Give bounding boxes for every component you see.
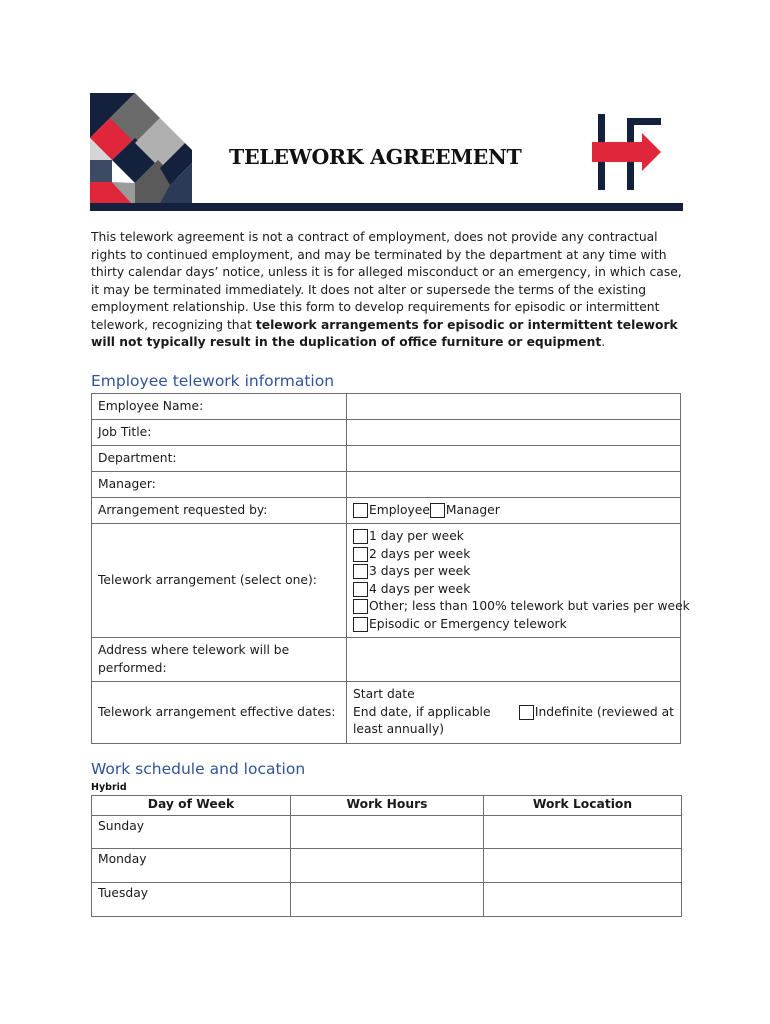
dates-label: Telework arrangement effective dates: — [92, 682, 347, 744]
employee-info-table — [91, 393, 690, 744]
table-row — [92, 816, 682, 849]
arrangement-checkbox[interactable] — [353, 564, 368, 579]
hf-arrow-logo-icon — [592, 114, 664, 190]
table-row — [92, 883, 682, 917]
arrangement-label: Telework arrangement (select one): — [92, 524, 347, 638]
photo-mosaic-icon — [90, 93, 192, 207]
hours-cell[interactable] — [291, 816, 484, 849]
employee-info-heading: Employee telework information — [91, 372, 335, 390]
column-header-day: Day of Week — [92, 796, 291, 816]
location-cell[interactable] — [484, 849, 682, 883]
arrangement-option-label: Episodic or Emergency telework — [369, 616, 567, 631]
day-cell: Tuesday — [92, 883, 291, 917]
table-row — [92, 524, 681, 638]
table-row — [92, 849, 682, 883]
dates-field — [347, 682, 681, 744]
location-cell[interactable] — [484, 883, 682, 917]
department-label: Department: — [92, 446, 347, 472]
table-row — [92, 638, 681, 682]
column-header-location: Work Location — [484, 796, 682, 816]
job-title-field[interactable] — [347, 420, 681, 446]
table-row — [92, 472, 681, 498]
indefinite-label: Indefinite (reviewed at — [534, 704, 674, 719]
manager-field[interactable] — [347, 472, 681, 498]
employee-checkbox[interactable] — [353, 503, 368, 518]
table-row — [92, 498, 681, 524]
address-field[interactable] — [347, 638, 681, 682]
arrangement-option-label: 4 days per week — [369, 581, 471, 596]
arrangement-options — [347, 524, 690, 638]
hours-cell[interactable] — [291, 883, 484, 917]
location-cell[interactable] — [484, 816, 682, 849]
arrangement-option-label: 1 day per week — [369, 529, 464, 543]
schedule-table — [91, 795, 682, 917]
arrangement-checkbox[interactable] — [353, 547, 368, 562]
manager-checkbox[interactable] — [430, 503, 445, 518]
arrangement-option-label: 3 days per week — [369, 564, 471, 578]
table-row — [92, 394, 681, 420]
day-cell: Monday — [92, 849, 291, 883]
end-date-label[interactable]: End date, if applicable — [353, 704, 491, 719]
employee-name-field[interactable] — [347, 394, 681, 420]
table-header-row — [92, 796, 682, 816]
intro-paragraph: This telework agreement is not a contract of employment, does not provide any contractual rights to continued employment, and may be terminated by the department at any time with thirty calendar days’ notice, unless it is for alleged misconduct or an emergency, in which case, it may be terminated immediately. It does not alter or supersede the terms of the existing employment relationship. Use this form to develop requirements for episodic or intermittent telework, recognizing that telework arrangements for episodic or intermittent telework will not typically result in the duplication of office furniture or equipment. — [91, 230, 682, 349]
schedule-subheading: Hybrid — [91, 782, 127, 793]
document-header — [90, 93, 683, 211]
job-title-label: Job Title: — [92, 420, 347, 446]
arrangement-checkbox[interactable] — [353, 617, 368, 632]
indefinite-checkbox[interactable] — [519, 705, 534, 720]
page-title: TELEWORK AGREEMENT — [229, 145, 522, 169]
start-date-label[interactable]: Start date — [353, 687, 415, 702]
table-row — [92, 682, 681, 744]
employee-name-label: Employee Name: — [92, 394, 347, 420]
hours-cell[interactable] — [291, 849, 484, 883]
manager-option-label: Manager — [445, 502, 500, 517]
arrangement-checkbox[interactable] — [353, 529, 368, 544]
requested-by-options — [347, 498, 681, 524]
header-divider — [90, 203, 683, 211]
department-field[interactable] — [347, 446, 681, 472]
schedule-heading: Work schedule and location — [91, 760, 306, 778]
employee-option-label: Employee — [369, 502, 430, 517]
arrangement-checkbox[interactable] — [353, 582, 368, 597]
column-header-hours: Work Hours — [291, 796, 484, 816]
arrangement-checkbox[interactable] — [353, 599, 368, 614]
table-row — [92, 446, 681, 472]
least-annually-label: least annually) — [353, 722, 445, 737]
day-cell: Sunday — [92, 816, 291, 849]
address-label: Address where telework will be performed: — [92, 638, 347, 682]
arrangement-option-label: 2 days per week — [369, 546, 471, 561]
manager-label: Manager: — [92, 472, 347, 498]
requested-by-label: Arrangement requested by: — [92, 498, 347, 524]
table-row — [92, 420, 681, 446]
arrangement-option-label: Other; less than 100% telework but varies per week — [369, 599, 690, 613]
